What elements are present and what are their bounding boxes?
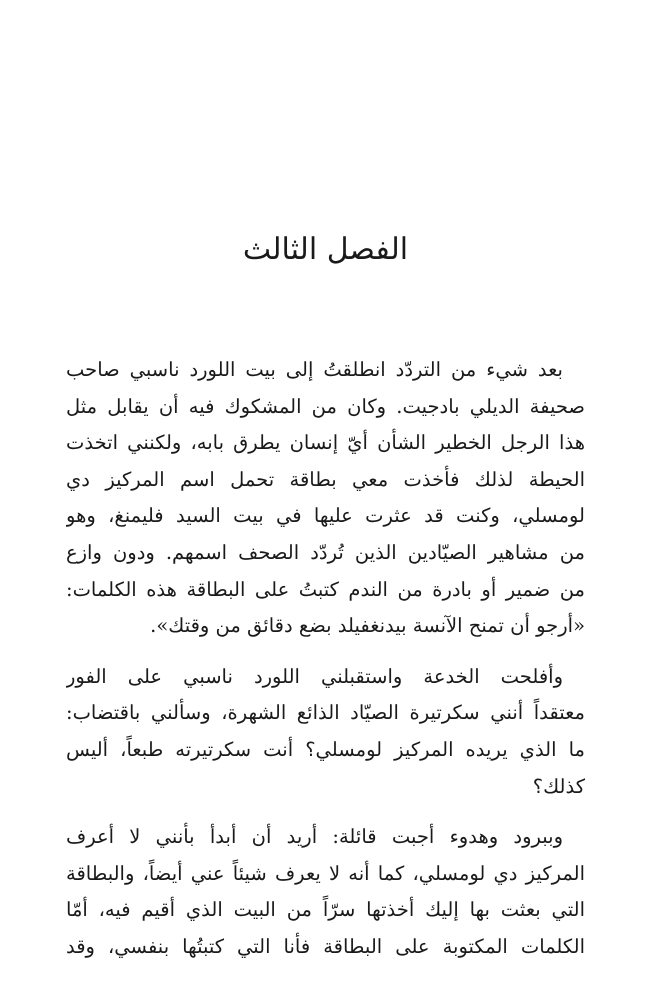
text-line: الحيطة لذلك فأخذت معي بطاقة تحمل اسم المركيز دي — [66, 467, 585, 491]
text-line: المركيز دي لومسلي، كما أنه لا يعرف شيئاً عني أيضاً، والبطاقة — [66, 861, 585, 885]
paragraph — [66, 659, 585, 805]
text-line: وببرود وهدوء أجبت قائلة: أريد أن أبدأ بأنني لا أعرف — [66, 825, 563, 849]
text-line: «أرجو أن تمنح الآنسة بيدنغفيلد بضع دقائق من وقتك». — [150, 614, 585, 638]
text-line: التي بعثت بها إليك أخذتها سرّاً من البيت الذي أقيم فيه، أمّا — [66, 898, 585, 922]
chapter-title: الفصل الثالث — [242, 232, 409, 267]
text-line: معتقداً أنني سكرتيرة الصيّاد الذائع الشهرة، وسألني باقتضاب: — [66, 701, 585, 725]
paragraph — [66, 352, 585, 645]
text-line: كذلك؟ — [532, 774, 585, 798]
text-line: هذا الرجل الخطير الشأن أيّ إنسان يطرق بابه، ولكنني اتخذت — [66, 431, 585, 455]
text-line: بعد شيء من التردّد انطلقتُ إلى بيت اللورد ناسبي صاحب — [66, 358, 563, 381]
text-line: من ضمير أو بادرة من الندم كتبتُ على البطاقة هذه الكلمات: — [66, 577, 585, 601]
text-line: الكلمات المكتوبة على البطاقة فأنا التي كتبتُها بنفسي، وقد — [66, 934, 585, 958]
paragraph — [66, 819, 585, 965]
text-line: من مشاهير الصيّادين الذين تُردّد الصحف اسمهم. ودون وازع — [66, 540, 585, 564]
chapter-body — [66, 352, 585, 966]
text-line: وأفلحت الخدعة واستقبلني اللورد ناسبي على الفور — [66, 664, 563, 688]
text-line: لومسلي، وكنت قد عثرت عليها في بيت السيد فليمنغ، وهو — [66, 504, 585, 528]
paragraph-spacer — [66, 805, 585, 819]
text-line: ما الذي يريده المركيز لومسلي؟ أنت سكرتيرته طبعاً، أليس — [66, 737, 585, 761]
text-line: صحيفة الديلي بادجيت. وكان من المشكوك فيه أن يقابل مثل — [66, 394, 585, 418]
paragraph-spacer — [66, 645, 585, 659]
